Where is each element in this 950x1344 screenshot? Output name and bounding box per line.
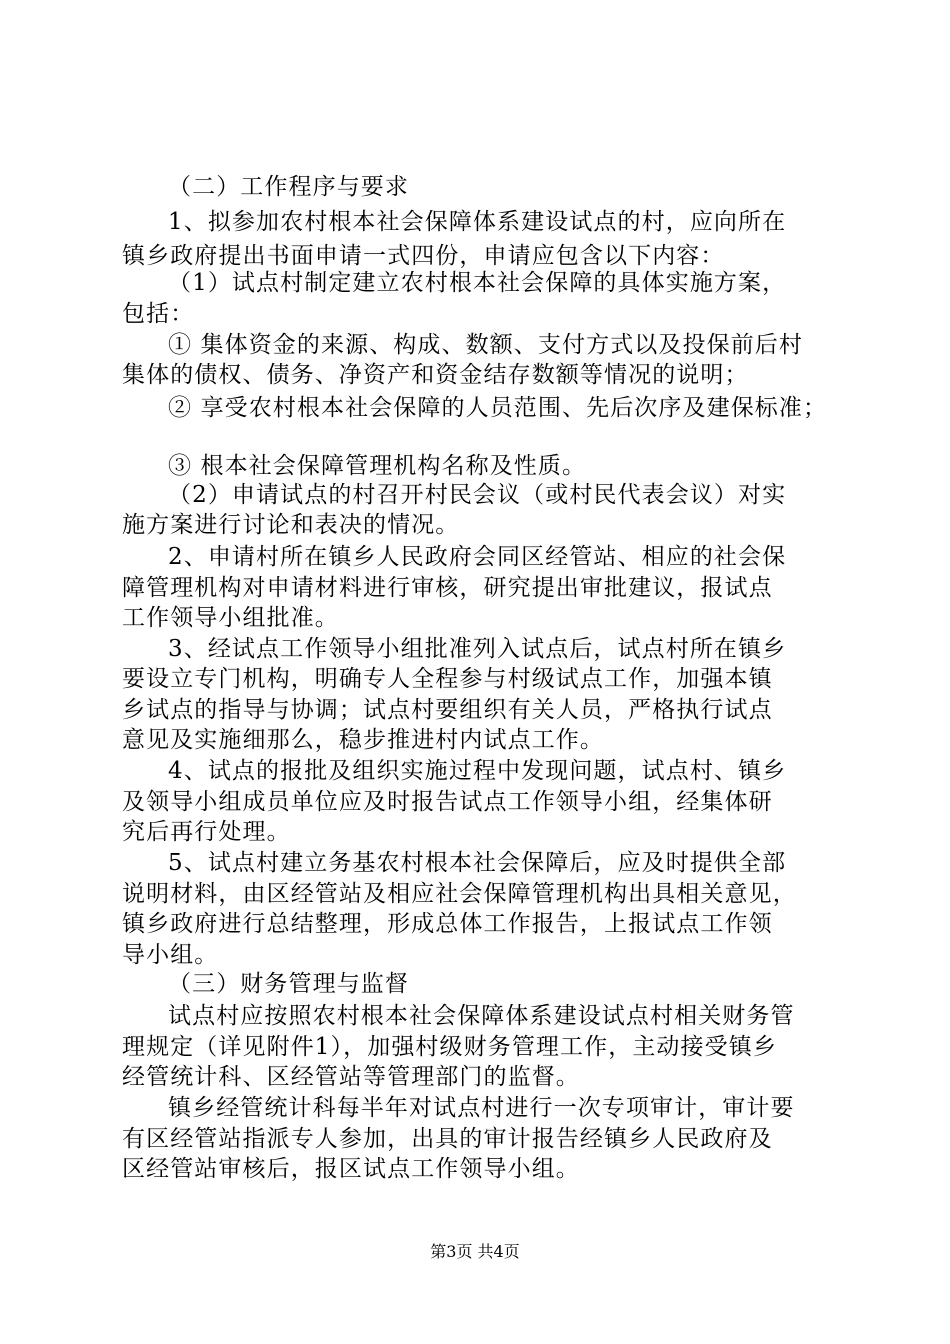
paragraph-line: 有区经管站指派专人参加，出具的审计报告经镇乡人民政府及 [122, 1126, 773, 1152]
paragraph-line: 2、申请村所在镇乡人民政府会同区经管站、相应的社会保 [168, 544, 787, 570]
page-footer: 第3页 共4页 [430, 1242, 520, 1261]
paragraph-line: 究后再行处理。 [122, 819, 291, 845]
paragraph-line: 5、试点村建立务基农村根本社会保障后，应及时提供全部 [168, 850, 787, 876]
paragraph-line: 施方案进行讨论和表决的情况。 [122, 512, 460, 538]
paragraph-line: 要设立专门机构，明确专人全程参与村级试点工作，加强本镇 [122, 666, 773, 692]
paragraph-line: 区经管站审核后，报区试点工作领导小组。 [122, 1156, 580, 1182]
paragraph-line: 经管统计科、区经管站等管理部门的监督。 [122, 1064, 580, 1090]
paragraph-line: 3、经试点工作领导小组批准列入试点后，试点村所在镇乡 [168, 636, 787, 662]
paragraph-line: 镇乡经管统计科每半年对试点村进行一次专项审计，审计要 [168, 1095, 795, 1121]
paragraph-line: 工作领导小组批准。 [122, 605, 339, 631]
paragraph-line: ③ 根本社会保障管理机构名称及性质。 [168, 453, 587, 479]
paragraph-line: （1）试点村制定建立农村根本社会保障的具体实施方案， [168, 270, 787, 296]
paragraph-line: 障管理机构对申请材料进行审核，研究提出审批建议，报试点 [122, 575, 773, 601]
paragraph-line: 集体的债权、债务、净资产和资金结存数额等情况的说明； [122, 362, 749, 388]
paragraph-line: 说明材料，由区经管站及相应社会保障管理机构出具相关意见， [122, 881, 797, 907]
paragraph-line: 及领导小组成员单位应及时报告试点工作领导小组，经集体研 [122, 789, 773, 815]
paragraph-line: 1、拟参加农村根本社会保障体系建设试点的村，应向所在 [168, 209, 787, 235]
paragraph-line: 包括： [122, 301, 195, 327]
paragraph-line: 试点村应按照农村根本社会保障体系建设试点村相关财务管 [168, 1003, 795, 1029]
section-heading: （三）财务管理与监督 [168, 971, 409, 997]
paragraph-line: 导小组。 [122, 942, 219, 968]
paragraph-line: ① 集体资金的来源、构成、数额、支付方式以及投保前后村 [168, 332, 804, 358]
paragraph-line: 乡试点的指导与协调；试点村要组织有关人员，严格执行试点 [122, 697, 773, 723]
paragraph-line: ② 享受农村根本社会保障的人员范围、先后次序及建保标准； [168, 395, 828, 421]
paragraph-line: 镇乡政府提出书面申请一式四份，申请应包含以下内容： [122, 243, 725, 269]
paragraph-line: 意见及实施细那么，稳步推进村内试点工作。 [122, 727, 604, 753]
paragraph-line: 4、试点的报批及组织实施过程中发现问题，试点村、镇乡 [168, 758, 787, 784]
paragraph-line: （2）申请试点的村召开村民会议（或村民代表会议）对实 [168, 482, 787, 508]
paragraph-line: 理规定（详见附件1），加强村级财务管理工作，主动接受镇乡 [122, 1034, 777, 1060]
paragraph-line: 镇乡政府进行总结整理，形成总体工作报告，上报试点工作领 [122, 911, 773, 937]
section-heading: （二）工作程序与要求 [168, 174, 409, 200]
